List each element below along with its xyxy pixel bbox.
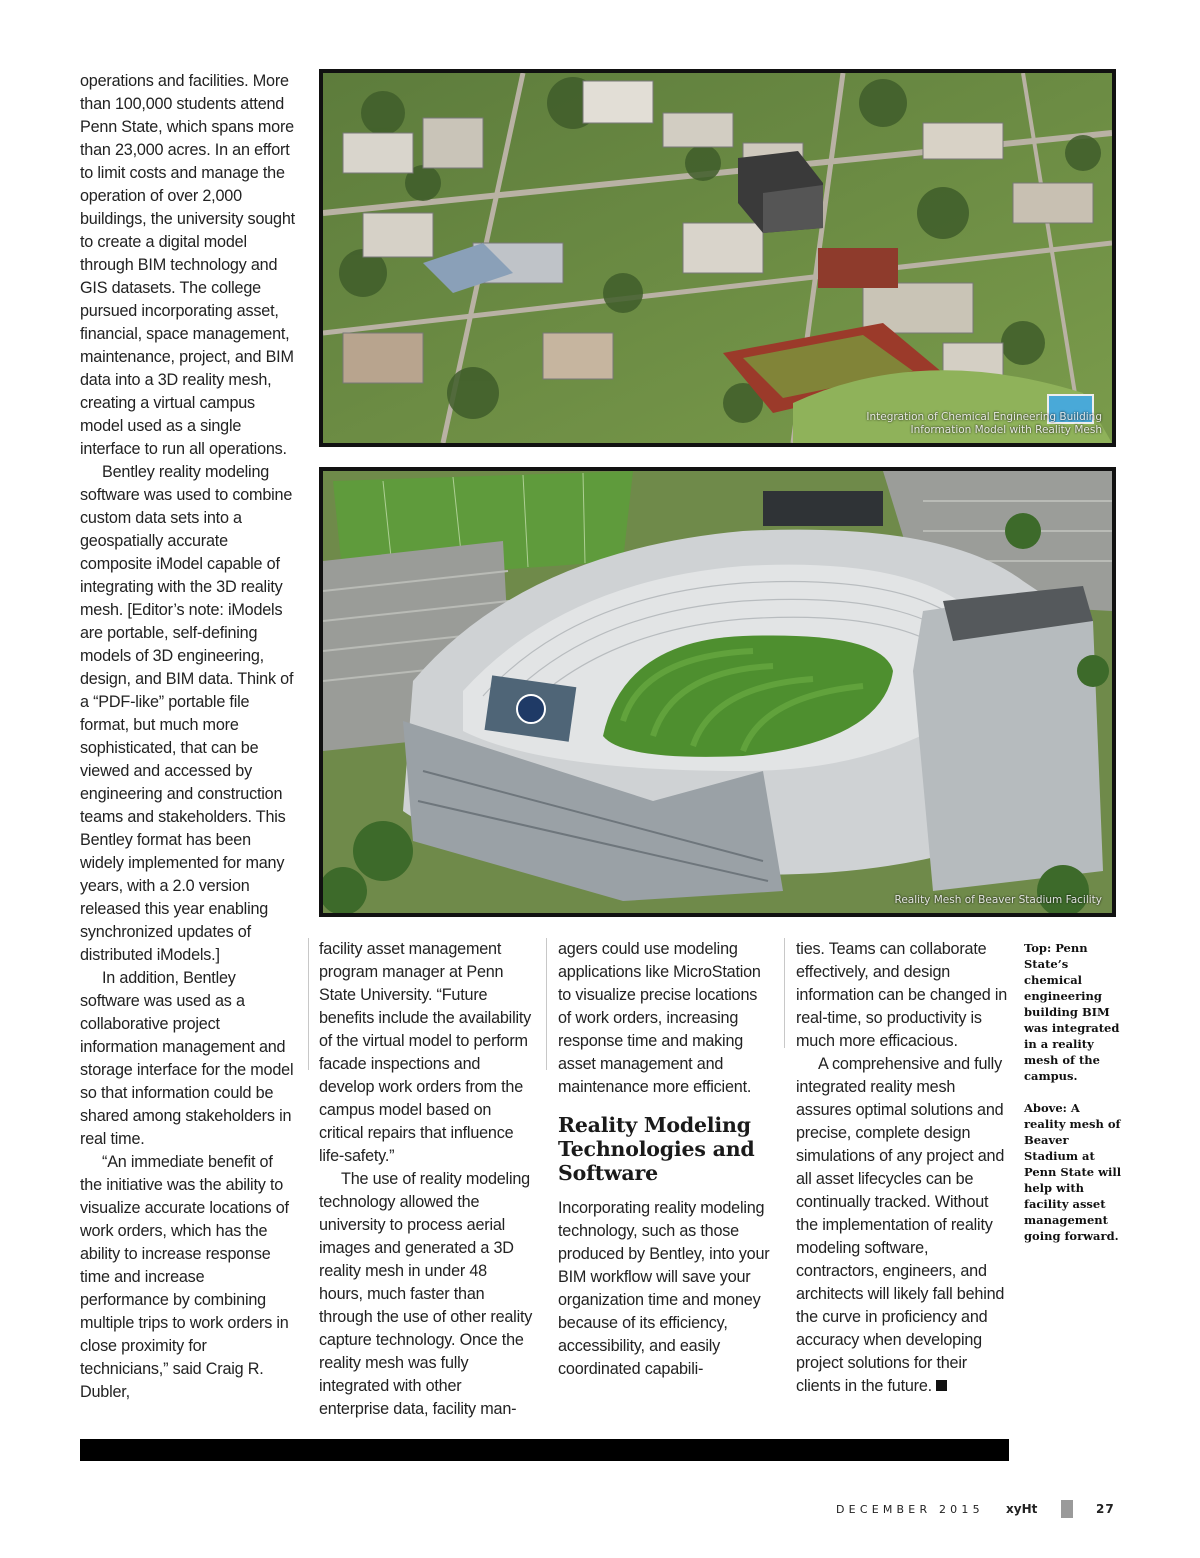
paragraph: “An immediate benefit of the initiative was the ability to visualize accurate locations of work orders, which has the ability to increase response time and increase performance by combining multiple trips to work orders in close proximity for technicians,” said Craig R. Dubler, (80, 1153, 289, 1401)
stadium-aerial-image (323, 471, 1112, 913)
paragraph-text: A comprehensive and fully integrated reality mesh assures optimal solutions and precise, complete design simulations of any project and all asset lifecycles can be continually tracked. Without the implementation of reality modeling software, contractors, engineers, and architects will likely fall behind the curve in proficiency and accuracy when developing project solutions for their clients in the future. (796, 1055, 1005, 1395)
campus-aerial-image (323, 73, 1112, 443)
footer-magazine: xyHt (1006, 1502, 1038, 1516)
stadium-aerial-photo (319, 467, 1116, 917)
section-subhead: Reality Modeling Technologies and Software (558, 1113, 755, 1185)
paragraph: Incorporating reality modeling technology, such as those produced by Bentley, into your BIM workflow will save your organization time and money because of its efficiency, accessibility, and easily coordinated capabili- (558, 1199, 770, 1378)
paragraph: In addition, Bentley software was used as a collaborative project information management and storage interface for the model so that information could be shared among stakeholders in real time. (80, 969, 294, 1148)
footer-date: DECEMBER 2015 (836, 1503, 984, 1516)
campus-photo-credit (866, 411, 1102, 437)
credit-line: Integration of Chemical Engineering Building (866, 411, 1102, 423)
credit-line: Information Model with Reality Mesh (910, 424, 1102, 436)
column-divider (308, 938, 309, 1070)
photo-captions (1024, 940, 1124, 1260)
paragraph: The use of reality modeling technology allowed the university to process aerial images and generated a 3D reality mesh in under 48 hours, much faster than through the use of other reality capture technology. Once the reality mesh was fully integrated with other enterprise data, facility man- (319, 1170, 533, 1418)
paragraph (796, 1053, 1008, 1398)
footer-bar (80, 1439, 1009, 1461)
paragraph: facility asset management program manager at Penn State University. “Future benefits include the availability of the virtual model to perform facade inspections and develop work orders from the campus model based on critical repairs that influence life-safety.” (319, 940, 532, 1165)
stadium-photo-credit: Reality Mesh of Beaver Stadium Facility (894, 894, 1102, 906)
page-number: 27 (1096, 1502, 1115, 1516)
campus-aerial-photo (319, 69, 1116, 447)
article-column-2 (319, 938, 533, 1421)
paragraph: operations and facilities. More than 100,000 students attend Penn State, which spans more than 23,000 acres. In an effort to limit costs and manage the operation of over 2,000 buildings, the university sought to create a digital model through BIM technology and GIS datasets. The college pursued incorporating asset, financial, space management, maintenance, project, and BIM data into a 3D reality mesh, creating a virtual campus model used as a single interface to run all operations. (80, 72, 295, 458)
column-divider (784, 938, 785, 1048)
article-column-3 (558, 938, 772, 1381)
article-column-4 (796, 938, 1008, 1398)
article-left-column (80, 70, 296, 1404)
paragraph: ties. Teams can collaborate effectively, and design information can be changed in real-time, so productivity is much more efficacious. (796, 940, 1008, 1050)
caption-above: Above: A reality mesh of Beaver Stadium at Penn State will help with facility asset management going forward. (1024, 1101, 1122, 1243)
caption-top: Top: Penn State’s chemical engineering building BIM was integrated in a reality mesh of the campus. (1024, 941, 1120, 1083)
end-of-article-mark (936, 1380, 947, 1391)
paragraph: Bentley reality modeling software was used to combine custom data sets into a geospatially accurate composite iModel capable of integrating with the 3D reality mesh. [Editor’s note: iModels are portable, self-defining models of 3D engineering, design, and BIM data. Think of a “PDF-like” portable file format, but much more sophisticated, that can be viewed and accessed by engineering and construction teams and stakeholders. This Bentley format has been widely implemented for many years, with a 2.0 version released this year enabling synchronized updates of distributed iModels.] (80, 463, 294, 964)
paragraph: agers could use modeling applications like MicroStation to visualize precise locations of work orders, increasing response time and making asset management and maintenance more efficient. (558, 940, 761, 1096)
footer-square-icon (1061, 1500, 1073, 1518)
column-divider (546, 938, 547, 1070)
